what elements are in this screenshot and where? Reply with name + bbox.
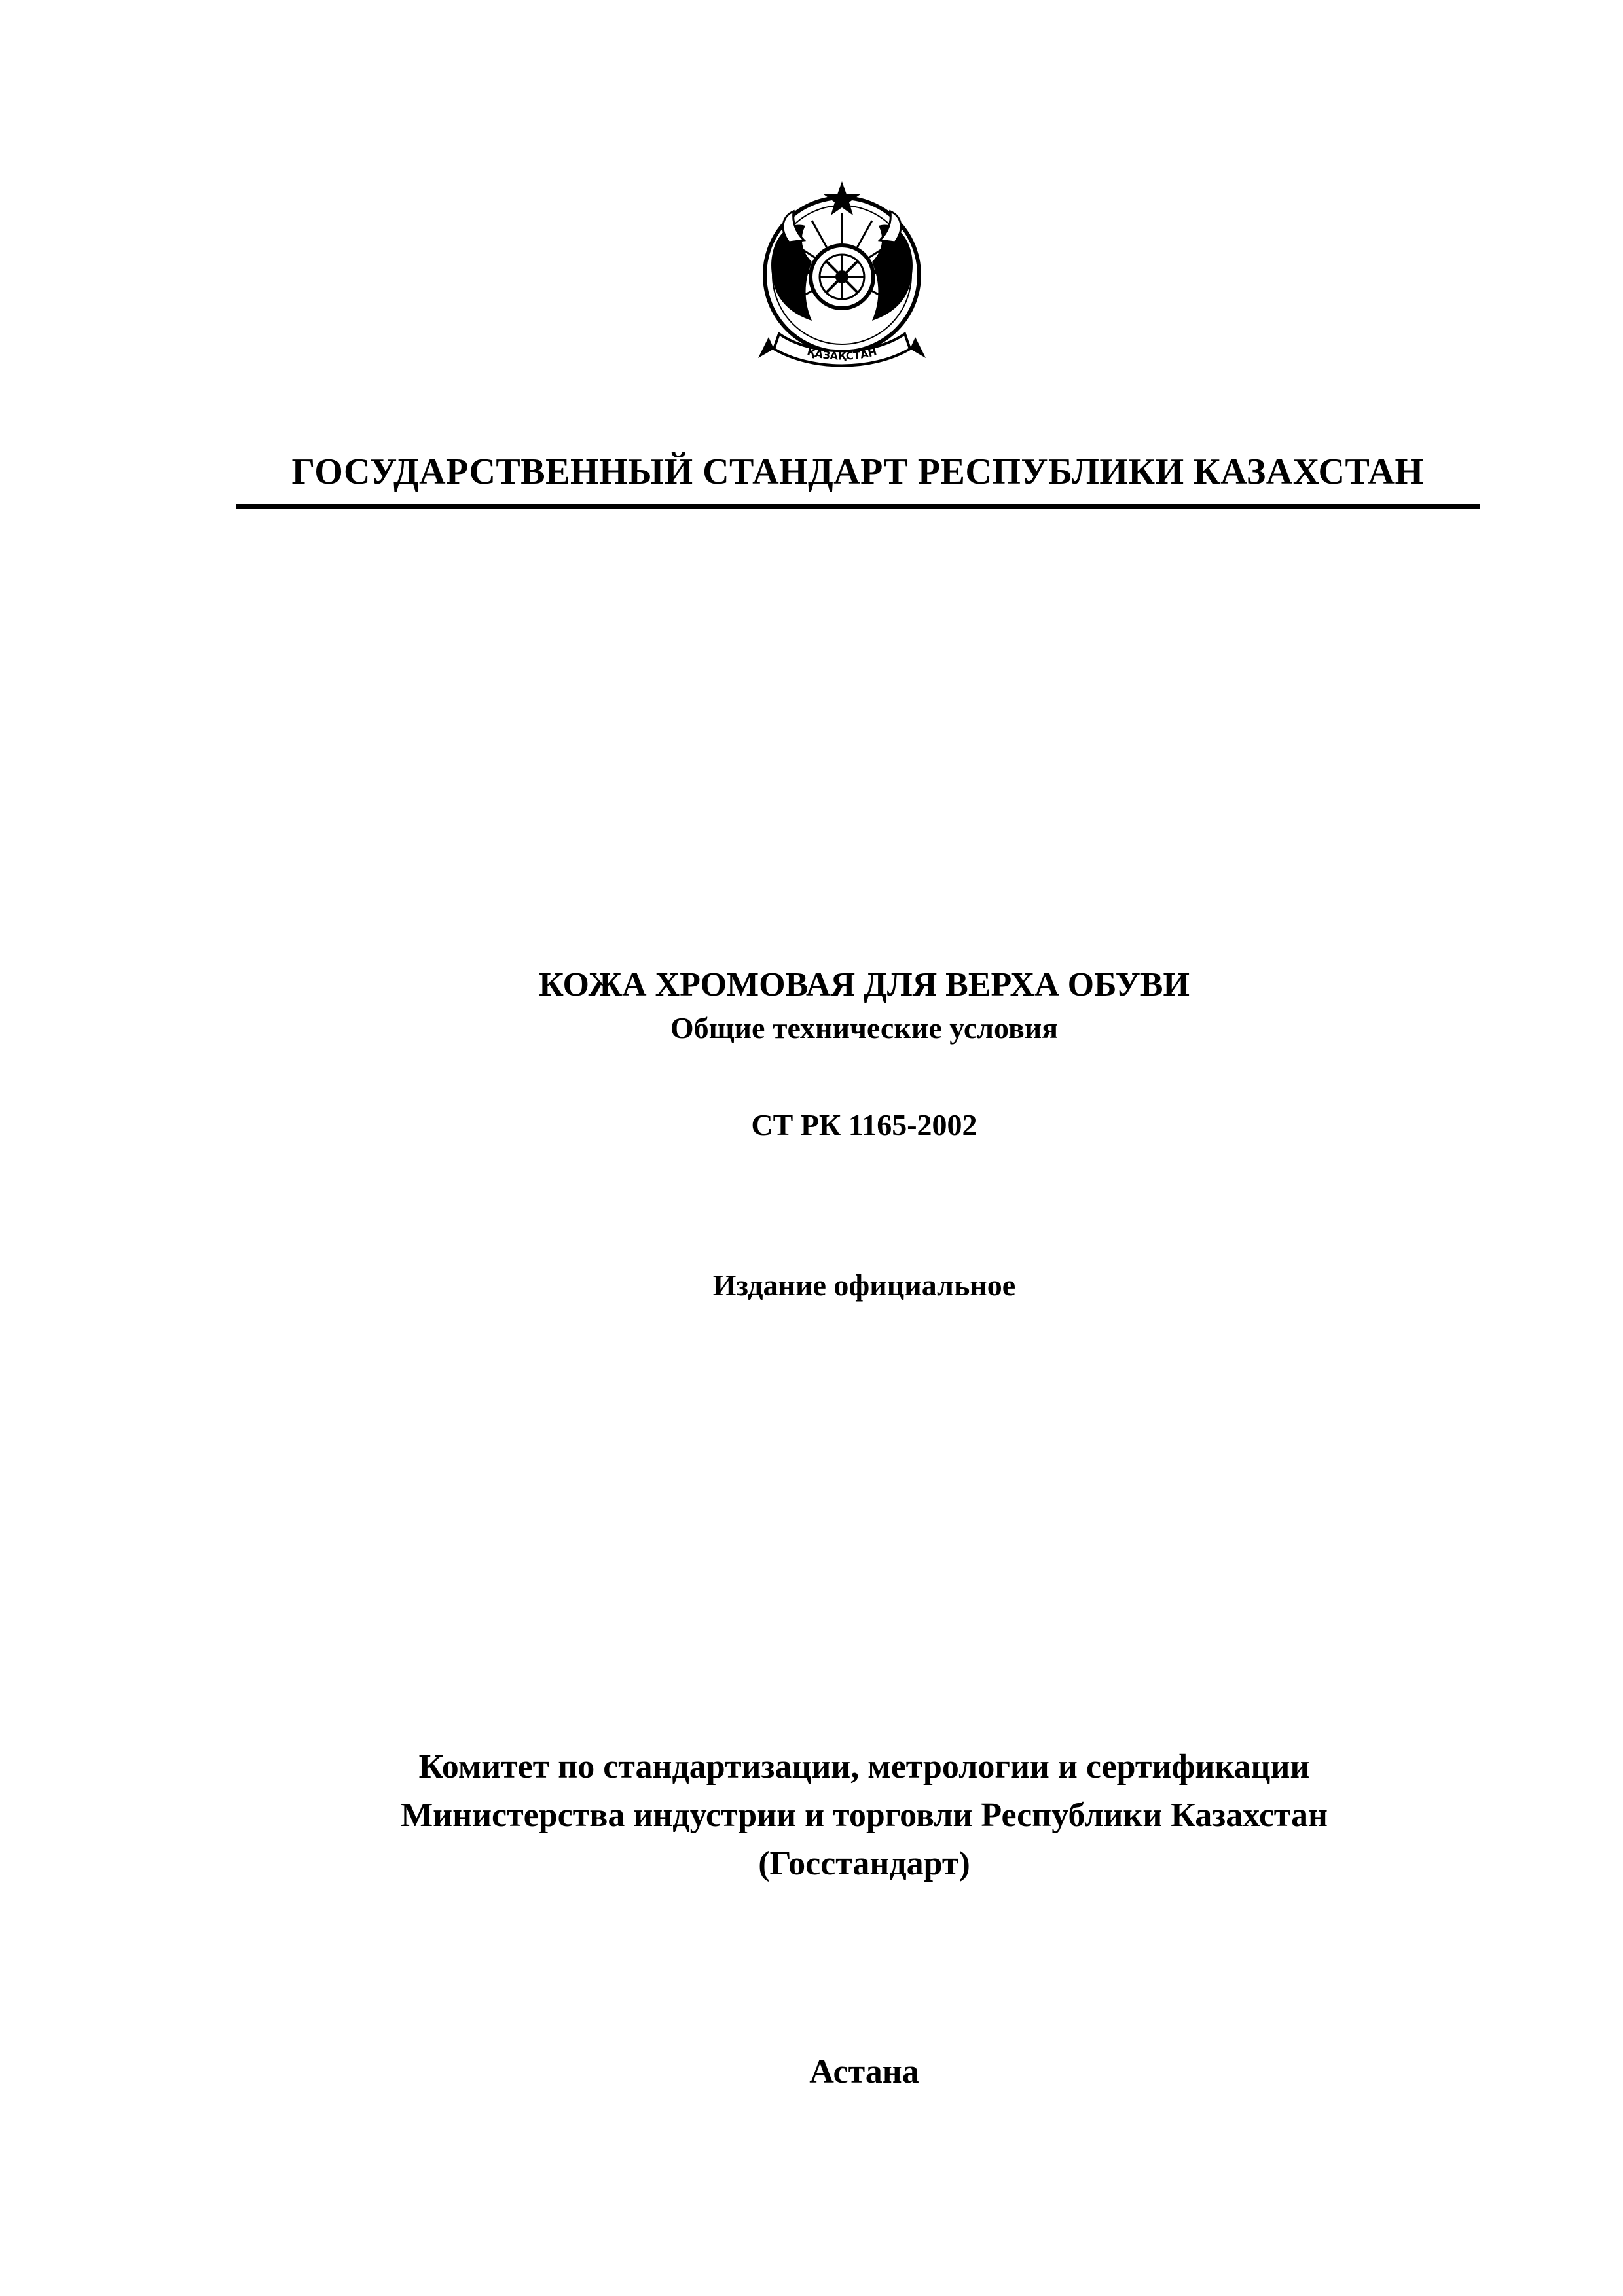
publisher-line-2: Министерства индустрии и торговли Республики Казахстан <box>401 1797 1328 1834</box>
document-number: СТ РК 1165-2002 <box>751 1108 977 1141</box>
edition-label: Издание официальное <box>712 1268 1016 1302</box>
kazakhstan-state-emblem-icon <box>753 180 931 373</box>
header-divider <box>236 504 1480 509</box>
standard-series-heading: ГОСУДАРСТВЕННЫЙ СТАНДАРТ РЕСПУБЛИКИ КАЗАХСТАН <box>291 452 1424 492</box>
emblem-ribbon-text: ҚАЗАҚСТАН <box>805 345 879 363</box>
document-subtitle: Общие технические условия <box>670 1011 1059 1045</box>
document-title: КОЖА ХРОМОВАЯ ДЛЯ ВЕРХА ОБУВИ <box>539 966 1190 1003</box>
publisher-line-1: Комитет по стандартизации, метрологии и сертификации <box>418 1748 1310 1785</box>
publisher-line-3: (Госстандарт) <box>758 1845 970 1882</box>
publication-city: Астана <box>809 2053 919 2090</box>
svg-text:ҚАЗАҚСТАН <box>806 346 878 363</box>
